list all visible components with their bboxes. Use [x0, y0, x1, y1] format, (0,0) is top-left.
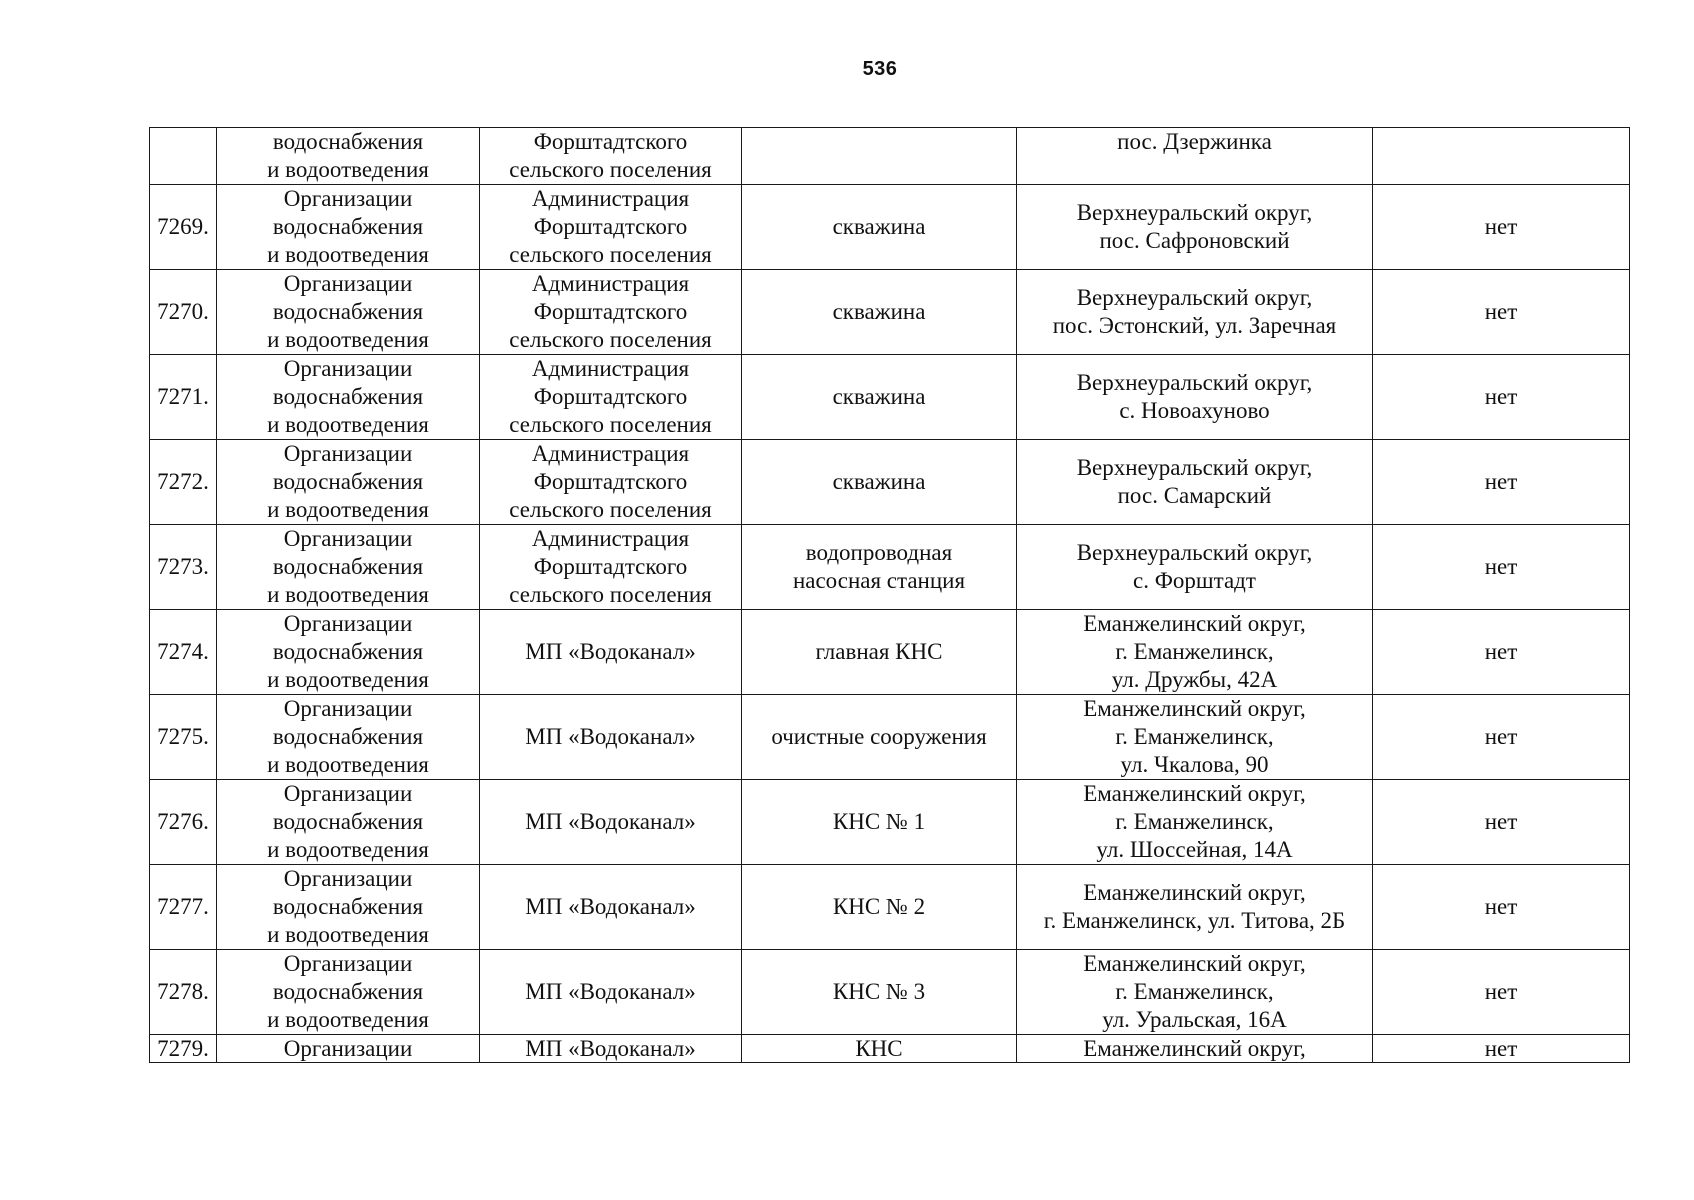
row-number-cell: 7279. — [150, 1035, 217, 1063]
object-cell: скважина — [742, 185, 1017, 270]
object-cell: скважина — [742, 440, 1017, 525]
row-number-cell: 7270. — [150, 270, 217, 355]
owner-cell: Администрация Форштадтского сельского поселения — [480, 185, 742, 270]
address-cell: Верхнеуральский округ, пос. Самарский — [1017, 440, 1373, 525]
organization-type-cell: Организации водоснабжения и водоотведения — [217, 355, 480, 440]
flag-cell: нет — [1373, 1035, 1630, 1063]
row-number-cell: 7277. — [150, 865, 217, 950]
table-row — [150, 695, 1630, 780]
table-row — [150, 440, 1630, 525]
owner-cell: Форштадтского сельского поселения — [480, 128, 742, 185]
organization-type-cell: Организации водоснабжения и водоотведения — [217, 440, 480, 525]
address-cell: Еманжелинский округ, г. Еманжелинск, ул. Шоссейная, 14А — [1017, 780, 1373, 865]
organization-type-cell: Организации водоснабжения и водоотведения — [217, 950, 480, 1035]
address-cell: Еманжелинский округ, г. Еманжелинск, ул. Дружбы, 42А — [1017, 610, 1373, 695]
owner-cell: Администрация Форштадтского сельского поселения — [480, 270, 742, 355]
address-cell: Еманжелинский округ, г. Еманжелинск, ул. Титова, 2Б — [1017, 865, 1373, 950]
organization-type-cell: Организации водоснабжения и водоотведения — [217, 525, 480, 610]
table-row — [150, 270, 1630, 355]
address-cell: Еманжелинский округ, — [1017, 1035, 1373, 1063]
row-number-cell — [150, 128, 217, 185]
object-cell: скважина — [742, 270, 1017, 355]
owner-cell: МП «Водоканал» — [480, 865, 742, 950]
organization-type-cell: Организации водоснабжения и водоотведения — [217, 610, 480, 695]
address-cell: Верхнеуральский округ, пос. Эстонский, ул. Заречная — [1017, 270, 1373, 355]
row-number-cell: 7274. — [150, 610, 217, 695]
flag-cell: нет — [1373, 695, 1630, 780]
page-number: 536 — [862, 58, 898, 80]
flag-cell: нет — [1373, 610, 1630, 695]
flag-cell: нет — [1373, 950, 1630, 1035]
address-cell: Еманжелинский округ, г. Еманжелинск, ул. Чкалова, 90 — [1017, 695, 1373, 780]
owner-cell: МП «Водоканал» — [480, 780, 742, 865]
table-row — [150, 865, 1630, 950]
table-row — [150, 185, 1630, 270]
object-cell: КНС № 2 — [742, 865, 1017, 950]
row-number-cell: 7276. — [150, 780, 217, 865]
object-cell: КНС — [742, 1035, 1017, 1063]
table-row-continued — [150, 128, 1630, 185]
address-cell: пос. Дзержинка — [1017, 128, 1373, 185]
owner-cell: Администрация Форштадтского сельского поселения — [480, 355, 742, 440]
owner-cell: МП «Водоканал» — [480, 950, 742, 1035]
table-row — [150, 355, 1630, 440]
organization-type-cell: водоснабжения и водоотведения — [217, 128, 480, 185]
object-cell: КНС № 3 — [742, 950, 1017, 1035]
table-row — [150, 610, 1630, 695]
flag-cell: нет — [1373, 525, 1630, 610]
flag-cell: нет — [1373, 440, 1630, 525]
row-number-cell: 7273. — [150, 525, 217, 610]
row-number-cell: 7278. — [150, 950, 217, 1035]
object-cell: главная КНС — [742, 610, 1017, 695]
object-cell: водопроводная насосная станция — [742, 525, 1017, 610]
row-number-cell: 7272. — [150, 440, 217, 525]
flag-cell — [1373, 128, 1630, 185]
address-cell: Верхнеуральский округ, с. Форштадт — [1017, 525, 1373, 610]
table-row — [150, 525, 1630, 610]
object-cell — [742, 128, 1017, 185]
object-cell: очистные сооружения — [742, 695, 1017, 780]
address-cell: Еманжелинский округ, г. Еманжелинск, ул. Уральская, 16А — [1017, 950, 1373, 1035]
flag-cell: нет — [1373, 355, 1630, 440]
owner-cell: МП «Водоканал» — [480, 610, 742, 695]
object-cell: КНС № 1 — [742, 780, 1017, 865]
owner-cell: Администрация Форштадтского сельского поселения — [480, 525, 742, 610]
address-cell: Верхнеуральский округ, с. Новоахуново — [1017, 355, 1373, 440]
row-number-cell: 7271. — [150, 355, 217, 440]
organization-type-cell: Организации водоснабжения и водоотведения — [217, 780, 480, 865]
organization-type-cell: Организации водоснабжения и водоотведения — [217, 270, 480, 355]
flag-cell: нет — [1373, 780, 1630, 865]
organization-type-cell: Организации — [217, 1035, 480, 1063]
table-row-truncated — [150, 1035, 1630, 1063]
organization-type-cell: Организации водоснабжения и водоотведения — [217, 185, 480, 270]
row-number-cell: 7269. — [150, 185, 217, 270]
table-row — [150, 780, 1630, 865]
object-cell: скважина — [742, 355, 1017, 440]
owner-cell: МП «Водоканал» — [480, 1035, 742, 1063]
flag-cell: нет — [1373, 865, 1630, 950]
owner-cell: Администрация Форштадтского сельского поселения — [480, 440, 742, 525]
table-row — [150, 950, 1630, 1035]
registry-table — [149, 127, 1630, 1063]
organization-type-cell: Организации водоснабжения и водоотведения — [217, 865, 480, 950]
organization-type-cell: Организации водоснабжения и водоотведения — [217, 695, 480, 780]
address-cell: Верхнеуральский округ, пос. Сафроновский — [1017, 185, 1373, 270]
owner-cell: МП «Водоканал» — [480, 695, 742, 780]
flag-cell: нет — [1373, 185, 1630, 270]
flag-cell: нет — [1373, 270, 1630, 355]
row-number-cell: 7275. — [150, 695, 217, 780]
